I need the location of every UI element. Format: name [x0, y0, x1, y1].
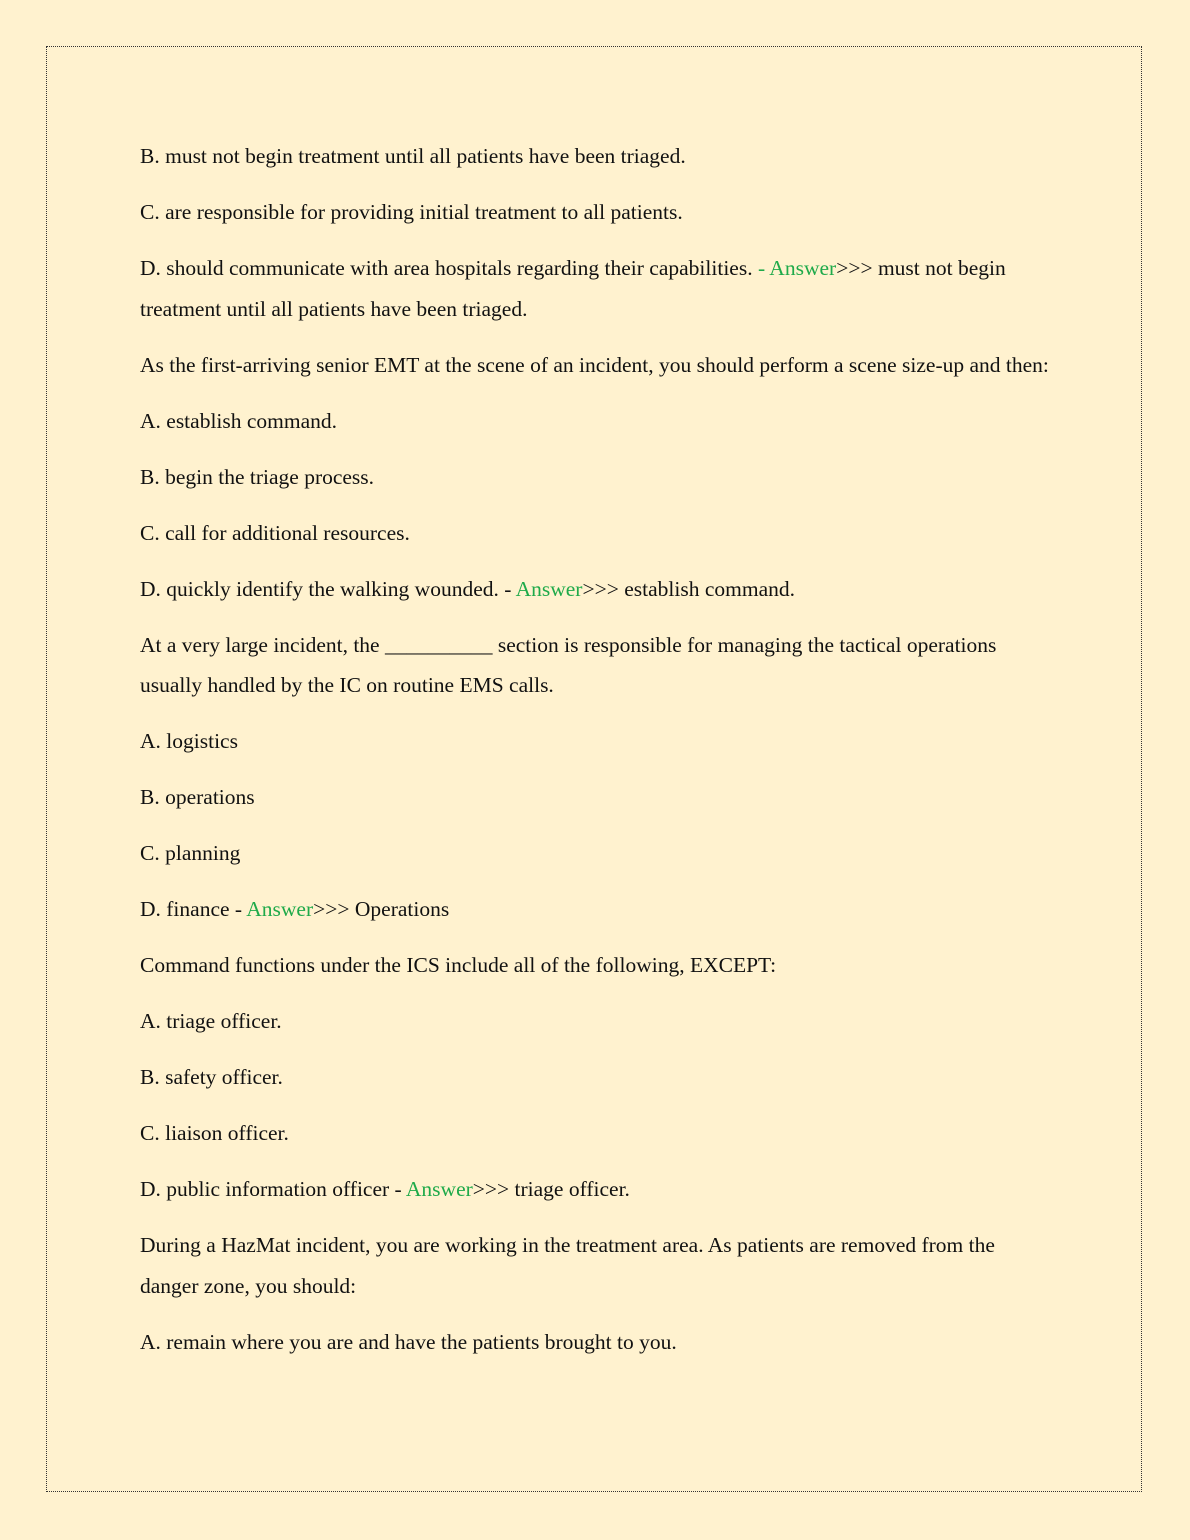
answer-text: >>> triage officer.	[472, 1177, 630, 1201]
paragraph: B. must not begin treatment until all patients have been triaged.	[140, 144, 686, 168]
document-body	[140, 136, 1050, 1378]
answer-text: >>> establish command.	[582, 576, 795, 601]
question-text: As the first-arriving senior EMT at the scene of an incident, you should perform a scene size-up and then:	[140, 352, 1049, 377]
answer-paragraph	[140, 889, 1050, 930]
option-item: A. logistics	[140, 729, 238, 753]
option-item: B. begin the triage process.	[140, 464, 375, 489]
option-item: C. call for additional resources.	[140, 520, 410, 545]
answer-label: - Answer	[757, 256, 837, 280]
question-text: Command functions under the ICS include all of the following, EXCEPT:	[140, 953, 777, 977]
answer-text: >>> Operations	[313, 897, 450, 921]
option-item: A. remain where you are and have the patients brought to you.	[140, 1329, 677, 1354]
option-item: A. triage officer.	[140, 1009, 282, 1033]
answer-text: >>> must not begin treatment until all patients have been triaged.	[140, 256, 1006, 321]
option-item: C. planning	[140, 841, 241, 865]
answer-question-text: D. quickly identify the walking wounded. -	[140, 576, 516, 601]
option-item: C. liaison officer.	[140, 1121, 289, 1145]
answer-question-text: D. should communicate with area hospitals regarding their capabilities.	[140, 256, 758, 280]
answer-question-text: D. finance -	[140, 897, 247, 921]
answer-paragraph	[140, 248, 1050, 329]
question-text: During a HazMat incident, you are working in the treatment area. As patients are removed from the danger zone, you should:	[140, 1233, 995, 1298]
answer-question-text: D. public information officer -	[140, 1177, 406, 1201]
option-item: B. operations	[140, 785, 255, 809]
answer-paragraph	[140, 569, 1050, 610]
answer-paragraph	[140, 1169, 1050, 1210]
option-item: B. safety officer.	[140, 1065, 283, 1089]
paragraph: C. are responsible for providing initial treatment to all patients.	[140, 200, 683, 224]
option-item: A. establish command.	[140, 408, 338, 433]
answer-label: Answer	[405, 1177, 473, 1201]
answer-label: Answer	[246, 897, 314, 921]
question-text: At a very large incident, the __________ section is responsible for managing the tactical operations usually handled by the IC on routine EMS calls.	[140, 632, 997, 697]
answer-label: Answer	[515, 576, 583, 601]
